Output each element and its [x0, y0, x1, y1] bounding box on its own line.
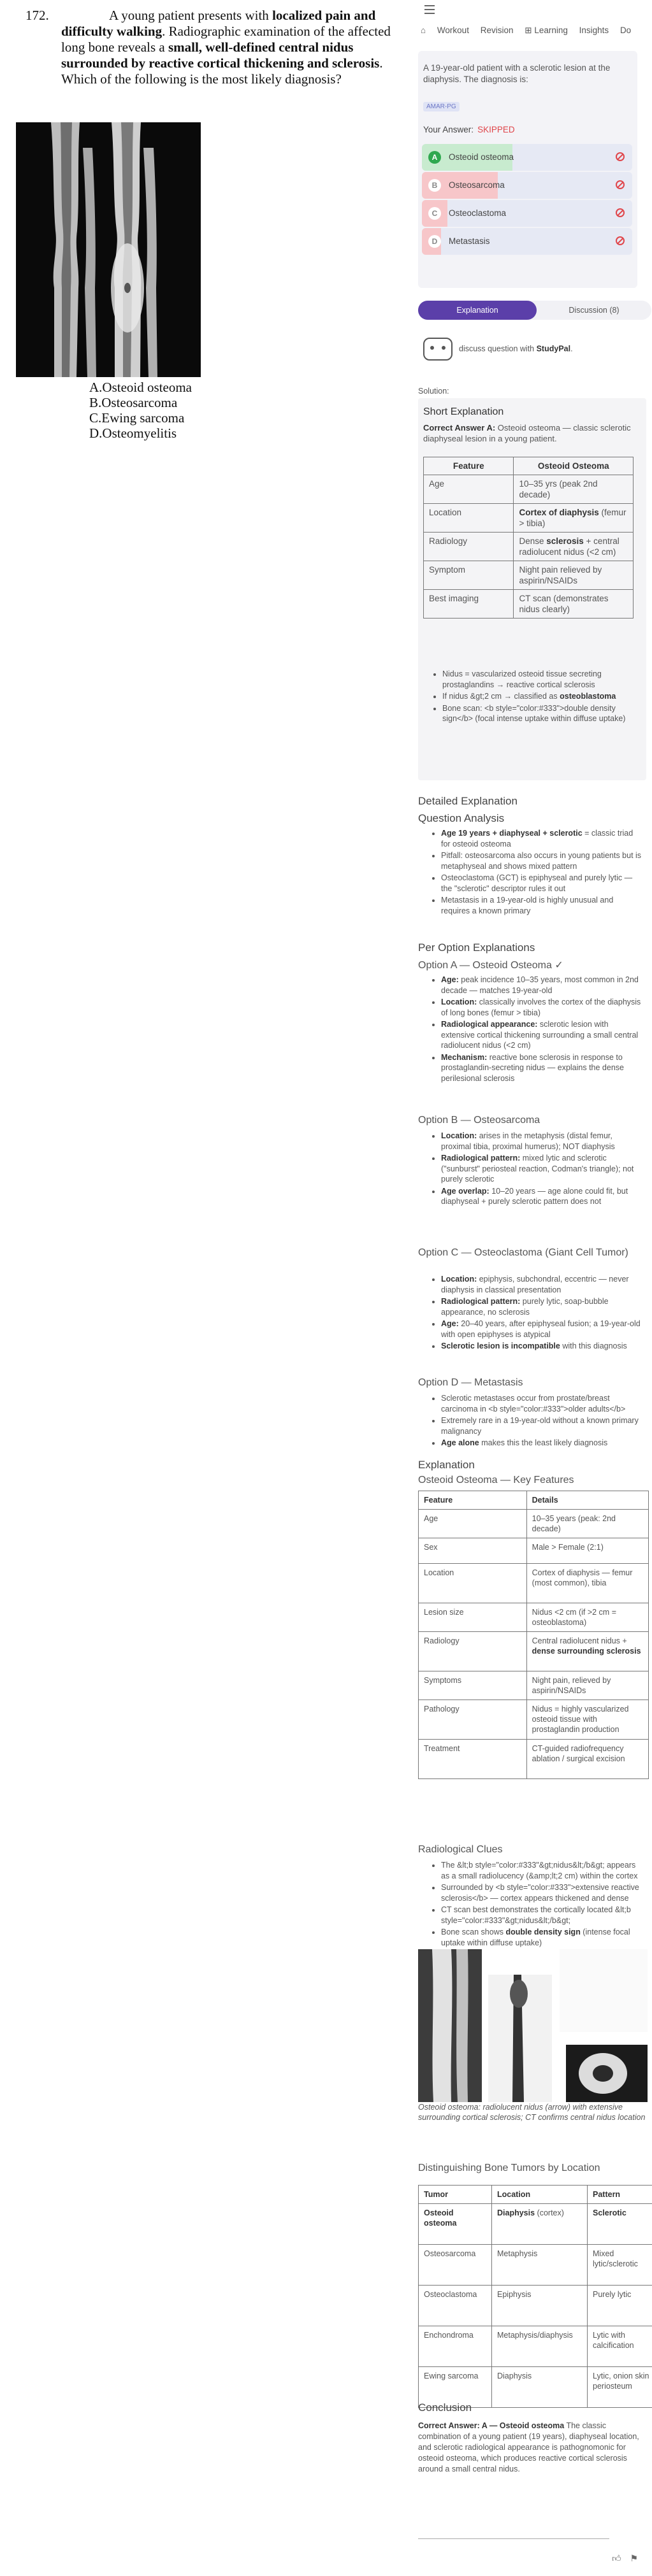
- flag-icon[interactable]: ⚑: [630, 2553, 639, 2563]
- short-bullets: [431, 669, 628, 726]
- conclusion-text: Correct Answer: A — Osteoid osteoma The classic combination of a young patient (19 years), diaphyseal location, and sclerotic radiological appearance is pathognomonic for osteoid osteoma, which produces reactive cortical sclerosis around a small central nidus.: [418, 2421, 639, 2473]
- ban-icon: [616, 236, 625, 245]
- list-item: • Radiological pattern: mixed lytic and sclerotic ("sunburst" periosteal reaction, Codman's triangle); not purely sclerotic: [441, 1153, 643, 1185]
- option-a-title: Option A — Osteoid Osteoma ✓: [418, 960, 563, 971]
- table-row: Osteoid osteoma Diaphysis (cortex) Sclerotic: [419, 2204, 652, 2245]
- list-item: • Sclerotic lesion is incompatible with this diagnosis: [441, 1341, 643, 1352]
- list-item: • CT scan best demonstrates the cortically located &lt;b style="color:#333"&gt;nidus&lt;/b&gt;: [441, 1905, 643, 1926]
- table-row: Pathology Nidus = highly vascularized osteoid tissue with prostaglandin production: [419, 1700, 649, 1740]
- table-header: Location: [492, 2186, 588, 2204]
- table-row: Lesion size Nidus <2 cm (if >2 cm = osteoblastoma): [419, 1603, 649, 1632]
- nav-more[interactable]: Do: [619, 25, 632, 35]
- image-caption: Osteoid osteoma: radiolucent nidus (arrow) with extensive surrounding cortical sclerosis; CT confirms central nidus location: [418, 2103, 646, 2122]
- option-letter: A: [428, 151, 441, 164]
- option-label: Osteoclastoma: [449, 208, 507, 218]
- list-item: • Location: classically involves the cortex of the diaphysis of long bones (femur > tibia): [441, 997, 643, 1018]
- option-b-title: Option B — Osteosarcoma: [418, 1115, 540, 1126]
- per-option-title: Per Option Explanations: [418, 941, 535, 954]
- option-c-title: Option C — Osteoclastoma (Giant Cell Tumor): [418, 1247, 628, 1258]
- list-item: • Sclerotic metastases occur from prostate/breast carcinoma in <b style="color:#333">older adults</b>: [441, 1393, 643, 1414]
- list-item: • Bone scan shows double density sign (intense focal uptake within diffuse uptake): [441, 1927, 643, 1948]
- source-tag: AMAR-PG: [423, 102, 460, 111]
- qa-title: Question Analysis: [418, 812, 505, 824]
- option-a-list: [430, 975, 643, 1085]
- table-row: Symptoms Night pain, relieved by aspirin/NSAIDs: [419, 1671, 649, 1700]
- list-item: • Pitfall: osteosarcoma also occurs in young patients but is metaphyseal and shows mixed pattern: [441, 850, 643, 871]
- question-segment: A young patient presents with: [109, 8, 273, 23]
- question-text: [25, 8, 395, 87]
- table-row: Osteosarcoma Metaphysis Mixed lytic/sclerotic: [419, 2245, 652, 2286]
- question-segment: small, well-defined central nidus surrounded by reactive cortical thickening and sclerosis: [61, 39, 380, 71]
- nav-insights[interactable]: Insights: [579, 25, 609, 35]
- conclusion-title: Conclusion: [418, 2401, 472, 2414]
- home-icon[interactable]: ⌂: [421, 25, 426, 35]
- clues-title: Radiological Clues: [418, 1844, 503, 1855]
- list-item: • Location: arises in the metaphysis (distal femur, proximal tibia, proximal humerus); NOT diaphysis: [441, 1131, 643, 1152]
- feedback-icons: [612, 2553, 638, 2564]
- list-item: • Extremely rare in a 19-year-old without a known primary malignancy: [441, 1415, 643, 1436]
- list-item: • Radiological pattern: purely lytic, soap-bubble appearance, no sclerosis: [441, 1296, 643, 1317]
- table-header: Pattern: [588, 2186, 652, 2204]
- discuss-link[interactable]: discuss question with StudyPal.: [423, 338, 573, 361]
- table-header: Osteoid Osteoma: [514, 457, 634, 475]
- solution-label: Solution:: [418, 387, 449, 396]
- table-row: Location Cortex of diaphysis — femur (most common), tibia: [419, 1564, 649, 1603]
- list-item: • Age 19 years + diaphyseal + sclerotic = classic triad for osteoid osteoma: [441, 828, 643, 849]
- table-row: Location Cortex of diaphysis (femur > tibia): [424, 504, 634, 533]
- tab-discussion[interactable]: Discussion (8): [569, 306, 619, 315]
- option-d-list: [430, 1393, 643, 1450]
- list-item: • Mechanism: reactive bone sclerosis in response to prostaglandin-secreting nidus — explains the dense perilesional sclerosis: [441, 1052, 643, 1084]
- table-row: Best imaging CT scan (demonstrates nidus clearly): [424, 590, 634, 619]
- explanation-panel: [408, 0, 652, 2576]
- location-table: [418, 2185, 652, 2408]
- question-number: 172.: [25, 8, 49, 23]
- short-correct: Correct Answer A: Osteoid osteoma — classic sclerotic diaphyseal lesion in a young patient.: [423, 423, 631, 443]
- question-segment: . Radiographic examination of the affected long bone reveals a: [61, 24, 391, 55]
- list-item: • Age: 20–40 years, after epiphyseal fusion; a 19-year-old with open epiphyses is atypical: [441, 1319, 643, 1340]
- table-header: Tumor: [419, 2186, 492, 2204]
- card-option-c[interactable]: [422, 200, 632, 227]
- short-table: [423, 457, 634, 619]
- table-header: Feature: [424, 457, 514, 475]
- list-item: • Age overlap: 10–20 years — age alone could fit, but diaphyseal + purely sclerotic pattern does not: [441, 1186, 643, 1207]
- studypal-brand: StudyPal: [536, 344, 571, 354]
- nav-revision[interactable]: Revision: [480, 25, 514, 35]
- list-item: • If nidus &gt;2 cm → classified as osteoblastoma: [442, 691, 628, 702]
- table-row: Age 10–35 yrs (peak 2nd decade): [424, 475, 634, 504]
- ban-icon: [616, 152, 625, 161]
- nav-workout[interactable]: Workout: [437, 25, 469, 35]
- xray-image: [16, 122, 201, 377]
- option-d-title: Option D — Metastasis: [418, 1377, 523, 1388]
- question-segment: localized pain and difficulty walking: [61, 8, 376, 39]
- divider: [418, 2538, 609, 2539]
- list-item: • Location: epiphysis, subchondral, eccentric — never diaphysis in classical presentation: [441, 1274, 643, 1295]
- qa-list: [430, 828, 643, 917]
- your-answer: Your Answer: SKIPPED: [423, 125, 515, 134]
- location-table-title: Distinguishing Bone Tumors by Location: [418, 2163, 600, 2173]
- option-a[interactable]: A.Osteoid osteoma: [89, 380, 192, 395]
- table-row: Ewing sarcoma Diaphysis Lytic, onion skin periosteum: [419, 2367, 652, 2408]
- list-item: • Nidus = vascularized osteoid tissue secreting prostaglandins → reactive cortical sclerosis: [442, 669, 628, 690]
- top-nav: [421, 25, 640, 36]
- answer-options: [89, 380, 192, 441]
- option-c-list: [430, 1274, 643, 1353]
- question-segment: . Which of the following is the most likely diagnosis?: [61, 55, 383, 87]
- tab-explanation[interactable]: Explanation: [418, 301, 537, 320]
- list-item: • Surrounded by <b style="color:#333">extensive reactive sclerosis</b> — cortex appears thickened and dense: [441, 1882, 643, 1903]
- option-letter: B: [428, 179, 441, 192]
- option-b-list: [430, 1131, 643, 1208]
- list-item: • The &lt;b style="color:#333"&gt;nidus&lt;/b&gt; appears as a small radiolucency (&amp;lt;2 cm) within the cortex: [441, 1860, 643, 1881]
- card-stem: A 19-year-old patient with a sclerotic lesion at the diaphysis. The diagnosis is:: [423, 63, 611, 84]
- nav-learning[interactable]: ⊞ Learning: [525, 25, 568, 35]
- option-c[interactable]: C.Ewing sarcoma: [89, 410, 185, 426]
- option-d[interactable]: D.Osteomyelitis: [89, 426, 177, 441]
- radiograph-images: [418, 1949, 648, 2102]
- option-letter: C: [428, 207, 441, 220]
- thumbs-up-icon[interactable]: 👍︎: [612, 2553, 621, 2563]
- table-row: Radiology Central radiolucent nidus + dense surrounding sclerosis: [419, 1632, 649, 1671]
- key-features-title: Osteoid Osteoma — Key Features: [418, 1475, 574, 1485]
- ban-icon: [616, 208, 625, 217]
- question-stem: [25, 8, 395, 87]
- list-item: • Osteoclastoma (GCT) is epiphyseal and purely lytic — the "sclerotic" descriptor rules it out: [441, 873, 643, 894]
- table-row: Osteoclastoma Epiphysis Purely lytic: [419, 2286, 652, 2326]
- clues-list: [430, 1860, 643, 1949]
- ban-icon: [616, 180, 625, 189]
- list-item: • Age: peak incidence 10–35 years, most common in 2nd decade — matches 19-year-old: [441, 975, 643, 996]
- key-features-table: [418, 1491, 649, 1779]
- detailed-title: Detailed Explanation: [418, 795, 518, 807]
- short-explanation-title: Short Explanation: [423, 406, 504, 417]
- table-row: Enchondroma Metaphysis/diaphysis Lytic with calcification: [419, 2326, 652, 2367]
- list-item: • Metastasis in a 19-year-old is highly unusual and requires a known primary: [441, 895, 643, 916]
- option-letter: D: [428, 235, 441, 248]
- table-row: Symptom Night pain relieved by aspirin/NSAIDs: [424, 561, 634, 590]
- option-b[interactable]: B.Osteosarcoma: [89, 395, 178, 410]
- your-answer-value: SKIPPED: [477, 125, 515, 134]
- option-label: Metastasis: [449, 236, 490, 246]
- table-header: Feature: [419, 1491, 527, 1510]
- explanation-title: Explanation: [418, 1459, 475, 1471]
- robot-icon: [423, 338, 453, 361]
- option-label: Osteoid osteoma: [449, 152, 514, 162]
- table-row: Radiology Dense sclerosis + central radiolucent nidus (<2 cm): [424, 533, 634, 561]
- table-row: Treatment CT-guided radiofrequency ablation / surgical excision: [419, 1740, 649, 1779]
- table-row: Sex Male > Female (2:1): [419, 1538, 649, 1564]
- card-option-d[interactable]: [422, 228, 632, 255]
- card-option-a[interactable]: [422, 144, 632, 171]
- card-option-b[interactable]: [422, 172, 632, 199]
- list-item: • Radiological appearance: sclerotic lesion with extensive cortical thickening surrounding a small central radiolucent nidus (<2 cm): [441, 1019, 643, 1051]
- tab-bar: [418, 301, 651, 320]
- menu-icon[interactable]: [424, 5, 435, 14]
- table-header: Details: [526, 1491, 648, 1510]
- list-item: • Bone scan: <b style="color:#333">double density sign</b> (focal intense uptake within diffuse uptake): [442, 703, 628, 724]
- list-item: • Age alone makes this the least likely diagnosis: [441, 1438, 643, 1449]
- option-label: Osteosarcoma: [449, 180, 505, 190]
- table-row: Age 10–35 years (peak: 2nd decade): [419, 1510, 649, 1538]
